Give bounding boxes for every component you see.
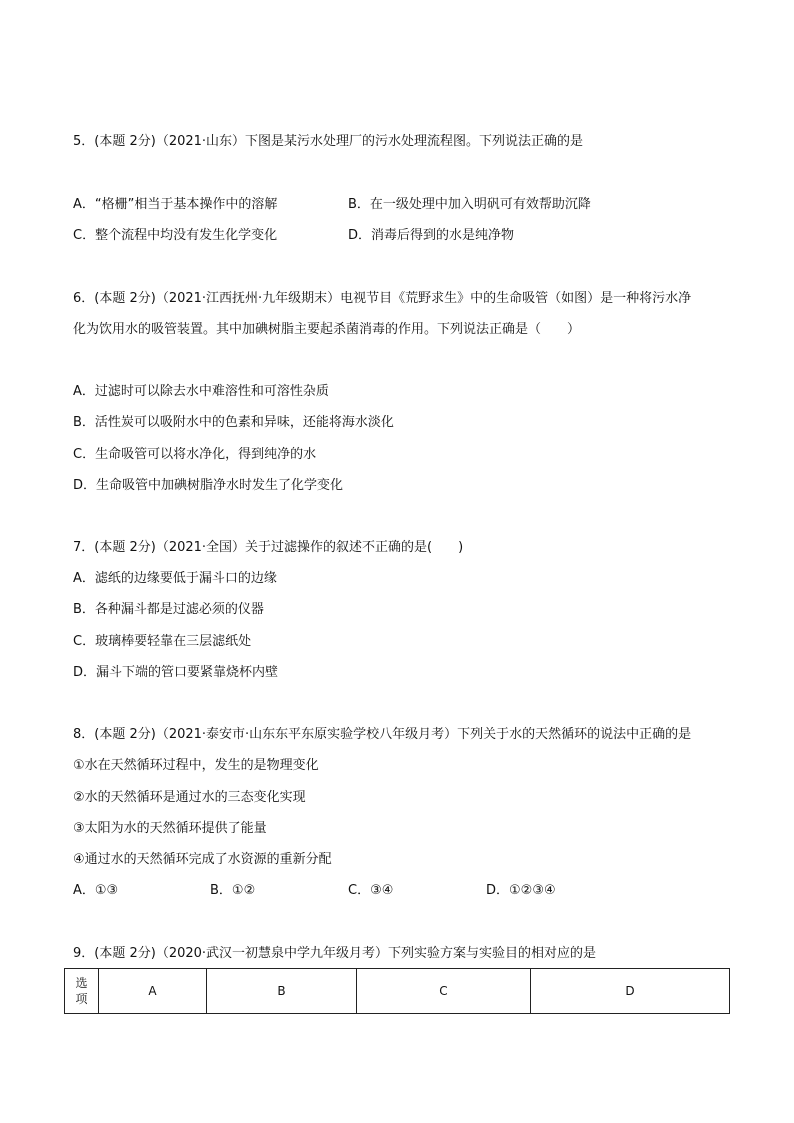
q8-option-a: A．①③ (73, 883, 119, 898)
q6-option-a: A．过滤时可以除去水中难溶性和可溶性杂质 (73, 384, 329, 399)
q5-option-a: A．“格栅”相当于基本操作中的溶解 (73, 197, 278, 212)
column-header-c: C (357, 969, 531, 1014)
q9-stem: 9．(本题 2分)（2020·武汉一初慧泉中学九年级月考）下列实验方案与实验目的相对应的是 (73, 946, 597, 961)
q5-option-c: C．整个流程中均没有发生化学变化 (73, 228, 278, 243)
q5-option-b: B．在一级处理中加入明矾可有效帮助沉降 (348, 197, 591, 212)
q7-option-c: C．玻璃棒要轻靠在三层滤纸处 (73, 634, 252, 649)
q6-stem-line2: 化为饮用水的吸管装置。其中加碘树脂主要起杀菌消毒的作用。下列说法正确是（ ） (73, 322, 581, 337)
q5-stem: 5．(本题 2分)（2021·山东）下图是某污水处理厂的污水处理流程图。下列说法正确的是 (73, 134, 584, 149)
q5-option-d: D．消毒后得到的水是纯净物 (348, 228, 515, 243)
q8-statement-1: ①水在天然循环过程中，发生的是物理变化 (73, 758, 319, 773)
column-header-a: A (99, 969, 207, 1014)
column-header-b: B (207, 969, 357, 1014)
q7-option-b: B．各种漏斗都是过滤必须的仪器 (73, 602, 264, 617)
q8-option-b: B．①② (210, 883, 256, 898)
q8-option-d: D．①②③④ (486, 883, 556, 898)
q9-options-table (64, 968, 730, 1014)
q8-statement-4: ④通过水的天然循环完成了水资源的重新分配 (73, 852, 332, 867)
q6-stem-line1: 6．(本题 2分)（2021·江西抚州·九年级期末）电视节目《荒野求生》中的生命吸管（如图）是一种将污水净 (73, 291, 692, 306)
option-label-line2: 项 (75, 992, 88, 1006)
q8-option-c: C．③④ (348, 883, 394, 898)
column-header-d: D (531, 969, 730, 1014)
q6-option-d: D．生命吸管中加碘树脂净水时发生了化学变化 (73, 478, 344, 493)
q7-option-a: A．滤纸的边缘要低于漏斗口的边缘 (73, 571, 277, 586)
q6-option-c: C．生命吸管可以将水净化，得到纯净的水 (73, 447, 317, 462)
option-label-cell (65, 969, 99, 1014)
q8-statement-2: ②水的天然循环是通过水的三态变化实现 (73, 790, 306, 805)
table-header-row (65, 969, 730, 1014)
q7-stem: 7．(本题 2分)（2021·全国）关于过滤操作的叙述不正确的是( ) (73, 540, 464, 555)
q7-option-d: D．漏斗下端的管口要紧靠烧杯内壁 (73, 665, 279, 680)
option-label-line1: 选 (75, 976, 88, 990)
q8-stem: 8．(本题 2分)（2021·泰安市·山东东平东原实验学校八年级月考）下列关于水的天然循环的说法中正确的是 (73, 727, 692, 742)
q8-statement-3: ③太阳为水的天然循环提供了能量 (73, 821, 267, 836)
q6-option-b: B．活性炭可以吸附水中的色素和异味，还能将海水淡化 (73, 415, 394, 430)
